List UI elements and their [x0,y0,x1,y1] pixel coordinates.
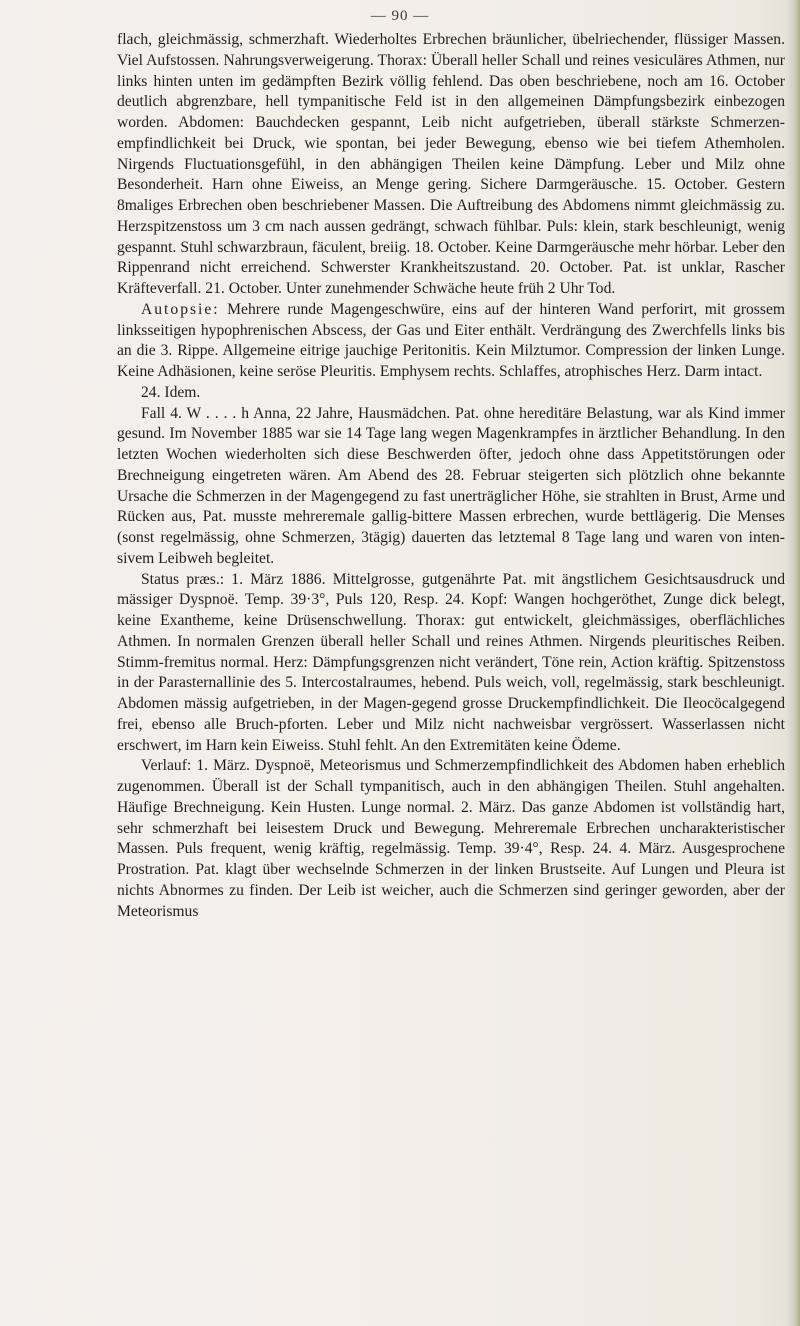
page-number: — 90 — [370,8,430,24]
autopsy-heading: Autopsie: [141,300,220,318]
paragraph-case-4: Fall 4. W . . . . h Anna, 22 Jahre, Hausmädchen. Pat. ohne hereditäre Belastung, war als Kind immer gesund. Im November 1885 war sie 14 Tage lang wegen Magenkrampfes in ärztlicher Behandlung. In den letzten Wochen wiederholten sich diese Beschwerden öfter, jedoch ohne dass Appetitstörungen oder Brechneigung eingetreten wären. Am Abend des 28. Februar steigerten sich plötzlich ohne bekannte Ursache die Schmerzen in der Magengegend zu fast unerträglicher Höhe, sie strahlten in Brust, Arme und Rücken aus, Pat. musste mehreremale gallig-bittere Massen erbrechen, wurde bettlägerig. Die Menses (sonst regelmässig, ohne Schmerzen, 3tägig) dauerten das letztemal 8 Tage lang und waren von inten-sivem Leibweh begleitet. [117,404,785,567]
paragraph-idem: 24. Idem. [141,383,201,401]
paragraph-case-continuation: flach, gleichmässig, schmerzhaft. Wiederholtes Erbrechen bräunlicher, übelriechender, flüssiger Massen. Viel Aufstossen. Nahrungsverweigerung. Thorax: Überall heller Schall und reines vesiculäres Athmen, nur links hinten unten im gedämpften Bezirk völlig fehlend. Das oben beschriebene, noch am 16. October deutlich abgrenzbare, hell tympanitische Feld ist in den allgemeinen Dämpfungsbezirk einbezogen worden. Abdomen: Bauchdecken gespannt, Leib nicht aufgetrieben, überall stärkste Schmerzen-empfindlichkeit bei Druck, wie spontan, bei jeder Bewegung, ebenso wie bei tiefem Athemholen. Nirgends Fluctuationsgefühl, in den abhängigen Theilen keine Dämpfung. Leber und Milz ohne Besonderheit. Harn ohne Eiweiss, an Menge gering. Sichere Darmgeräusche. 15. October. Gestern 8maliges Erbrechen oben beschriebener Massen. Die Auftreibung des Abdomens nimmt gleichmässig zu. Herzspitzenstoss um 3 cm nach aussen gedrängt, schwach fühlbar. Puls: klein, stark beschleunigt, wenig gespannt. Stuhl schwarzbraun, fäculent, breiig. 18. October. Keine Darmgeräusche mehr hörbar. Leber den Rippenrand nicht erreichend. Schwerster Krankheitszustand. 20. October. Pat. ist unklar, Rascher Kräfteverfall. 21. October. Unter zunehmender Schwäche heute früh 2 Uhr Tod. [117,31,785,297]
body-text [117,30,785,922]
page-edge-shadow [786,0,800,1326]
paragraph-autopsy [117,300,785,383]
paragraph-status: Status præs.: 1. März 1886. Mittelgrosse, gutgenährte Pat. mit ängstlichem Gesichtsausdruck und mässiger Dyspnoë. Temp. 39·3°, Puls 120, Resp. 24. Kopf: Wangen hochgeröthet, Zunge dick belegt, keine Exantheme, keine Drüsenschwellung. Thorax: gut entwickelt, gleichmässiges, oberflächliches Athmen. In normalen Grenzen überall heller Schall und reines Athmen. Nirgends pleuritisches Reiben. Stimm-fremitus normal. Herz: Dämpfungsgrenzen nicht verändert, Töne rein, Action kräftig. Spitzenstoss in der Parasternallinie des 5. Intercostalraumes, hebend. Puls weich, voll, regelmässig, stark beschleunigt. Abdomen mässig aufgetrieben, in der Magen-gegend grosse Druckempfindlichkeit. Die Ileocöcalgegend frei, ebenso alle Bruch-pforten. Leber und Milz nicht nachweisbar vergrössert. Wasserlassen nicht erschwert, im Harn kein Eiweiss. Stuhl fehlt. An den Extremitäten keine Ödeme. [117,570,785,754]
autopsy-text: Mehrere runde Magengeschwüre, eins auf der hinteren Wand perforirt, mit grossem linksseitigen hypophrenischen Abscess, der Gas und Eiter enthält. Verdrängung des Zwerchfells links bis an die 3. Rippe. Allgemeine eitrige jauchige Peritonitis. Kein Milztumor. Compression der linken Lunge. Keine Adhäsionen, keine seröse Pleuritis. Emphysem rechts. Schlaffes, atrophisches Herz. Darm intact. [117,300,785,380]
paragraph-course: Verlauf: 1. März. Dyspnoë, Meteorismus und Schmerzempfindlichkeit des Abdomen haben erheblich zugenommen. Überall ist der Schall tympanitisch, auch in den abhängigen Theilen. Stuhl angehalten. Häufige Brechneigung. Kein Husten. Lunge normal. 2. März. Das ganze Abdomen ist vollständig hart, sehr schmerzhaft bei leisestem Druck und Bewegung. Mehreremale Erbrechen uncharakteristischer Massen. Puls frequent, wenig kräftig, regelmässig. Temp. 39·4°, Resp. 24. 4. März. Ausgesprochene Prostration. Pat. klagt über wechselnde Schmerzen in der linken Brustseite. Auf Lungen und Pleura ist nichts Abnormes zu finden. Der Leib ist weicher, auch die Schmerzen sind geringer geworden, aber der Meteorismus [117,757,785,920]
